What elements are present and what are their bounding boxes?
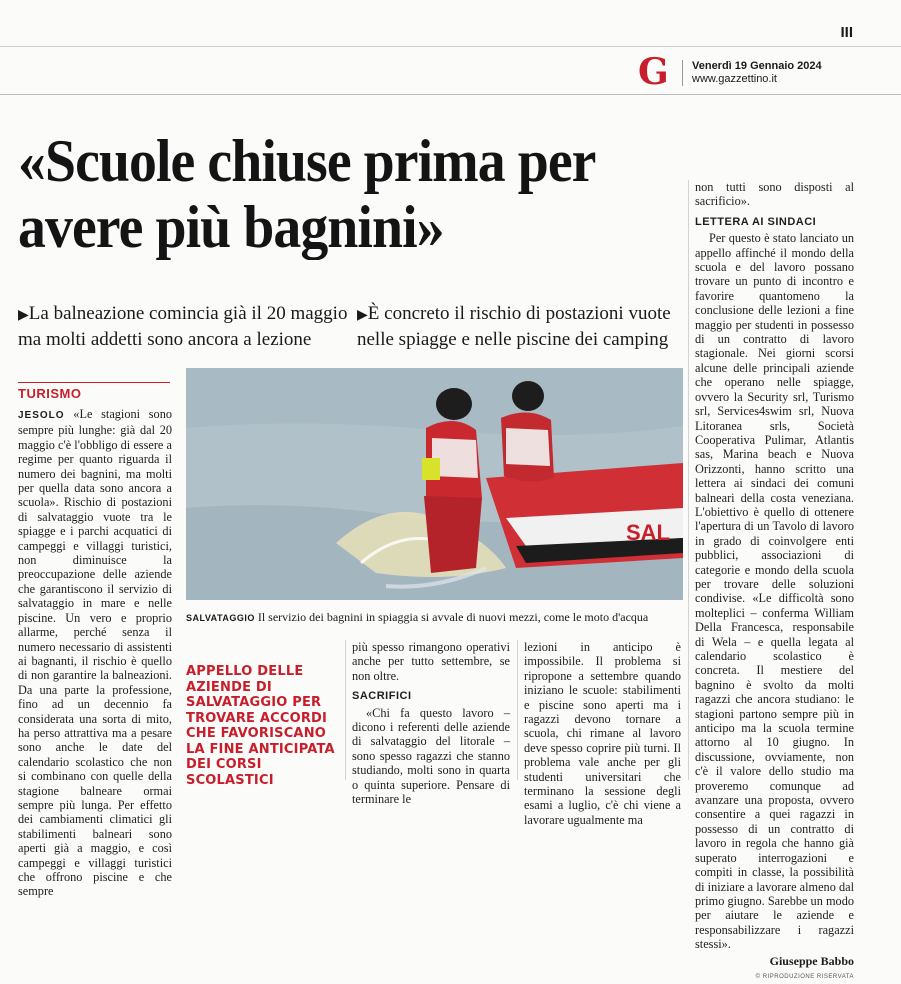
caption-label: SALVATAGGIO xyxy=(186,613,255,623)
news-photo xyxy=(186,368,683,600)
section-rule xyxy=(18,382,170,383)
top-rule xyxy=(0,46,901,47)
website-link[interactable]: www.gazzettino.it xyxy=(692,73,777,85)
column-1-text: «Le stagioni sono sempre più lunghe: già dal 20 maggio c'è l'obbligo di essere a regime per quanto riguarda il numero dei bagnini, ma molti per quella data sono ancora a scuola». Rischio di postazioni di salvataggio vuote tra le spiagge e i parchi acquatici di campeggi e villaggi turistici, non diminuisce la preoccupazione delle aziende che garantiscono il servizio di salvataggio in mare e nelle piscine. Un vero e proprio allarme, perché senza il numero necessario di assistenti ai bagnanti, il rischio è quello di non garantire la balneazioni. Da una parte la professione, fino ad un decennio fa considerata una sorta di mito, ha perso attrattiva ma a pesare sono anche le date del calendario scolastico che non si combinano con quelle della stagione balneare ormai sempre più lunga. Per effetto dei cambiamenti climatici gli stabilimenti balneari sono aperti già a maggio, e così campeggi e villaggi turistici che offrono piscine e che sempre xyxy=(18,407,173,899)
subhead-sacrifici: SACRIFICI xyxy=(352,690,412,703)
deck-left xyxy=(18,302,353,352)
column-2-paragraph-2: «Chi fa questo lavoro – dicono i referenti delle aziende di salvataggio del litorale – sono spesso ragazzi che stanno studiando, molti sono in quarta o quinta superiore. Pensare di terminare le xyxy=(352,705,510,807)
lifeguards-jetski-illustration xyxy=(186,368,683,600)
dateline-city: JESOLO xyxy=(18,410,65,421)
column-rule xyxy=(345,640,346,780)
deck-left-text: La balneazione comincia già il 20 maggio ma molti addetti sono ancora a lezione xyxy=(18,303,348,350)
deck-arrow-icon: ▶ xyxy=(18,308,29,323)
masthead-dateline xyxy=(692,60,822,86)
photo-caption xyxy=(186,610,683,625)
copyright-notice: © RIPRODUZIONE RISERVATA xyxy=(755,973,854,980)
header-rule xyxy=(0,94,901,95)
article-column-4 xyxy=(695,180,854,984)
article-column-1 xyxy=(18,407,172,899)
article-column-3: lezioni in anticipo è impossibile. Il problema si ripropone a settembre quando iniziano le scuole: stabilimenti e piscine sono aperti ma i ragazzi devono tornare a scuola, chi rimane al lavoro deve spesso coprire più turni. Il problema vale anche per gli studenti universitari che terminano la sessione degli esami a luglio, c'è chi viene a lavorare ugualmente ma xyxy=(524,640,681,827)
column-4-paragraph-2: Per questo è stato lanciato un appello affinché il mondo della scuola e del lavoro possano trovare un punto di incontro e favorire quantomeno la conclusione delle lezioni a fine maggio per studenti in possesso di un contratto di lavoro stagionale. Nei giorni scorsi alcune delle principali aziende che operano nelle spiagge, ovvero la Security srl, Turismo srl, Services4swim srl, Nuova Litoranea srls, Società Cooperativa Pulimar, Atlantis sas, Marina beach e Nuova Orizzonti, hanno scritto una lettera ai sindaci dei comuni balneari della costa veneziana. L'obiettivo è quello di ottenere l'apertura di un Tavolo di lavoro in grado di coinvolgere enti pubblici, associazioni di categorie e mondo della scuola per trovare delle soluzioni condivise. «Le difficoltà sono molteplici – conferma William Della Francesca, responsabile di Wela – e quella legata al calendario scolastico è concreta. Il mestiere del bagnino è svolto da molti ragazzi che ancora studiano: le stagioni partono sempre più in anticipo ma la scuola termine attorno al 10 giugno. In discussione, ovviamente, non c'è il valore dello studio ma proveremo comunque ad avanzare una proposta, ovvero consentire a quei ragazzi in possesso di un contratto di lavoro in regola che hanno già superato interrogazioni e compiti in classe, la possibilità di iniziare a lavorare almeno dal primo giugno. Sarebbe un modo per aiutare le aziende e responsabilizzare i ragazzi stessi». xyxy=(695,231,854,952)
headline: «Scuole chiuse prima per avere più bagnini» xyxy=(18,128,595,260)
column-4-paragraph-1: non tutti sono disposti al sacrificio». xyxy=(695,180,854,209)
deck-right-text: È concreto il rischio di postazioni vuote nelle spiagge e nelle piscine dei camping xyxy=(357,303,671,350)
gazzettino-logo: G xyxy=(638,51,669,93)
byline: Giuseppe Babbo xyxy=(769,953,854,968)
column-rule xyxy=(517,640,518,780)
page-number: III xyxy=(840,24,853,41)
issue-date: Venerdì 19 Gennaio 2024 xyxy=(692,60,822,72)
masthead-separator xyxy=(682,60,683,86)
pull-quote: APPELLO DELLE AZIENDE DI SALVATAGGIO PER TROVARE ACCORDI CHE FAVORISCANO LA FINE ANTICIPATA DEI CORSI SCOLASTICI xyxy=(186,664,335,788)
subhead-lettera-ai-sindaci: LETTERA AI SINDACI xyxy=(695,215,817,228)
caption-text: Il servizio dei bagnini in spiaggia si avvale di nuovi mezzi, come le moto d'acqua xyxy=(257,610,649,624)
section-label: TURISMO xyxy=(18,386,82,401)
boat-lettering: SAL xyxy=(626,520,670,545)
deck-right xyxy=(357,302,692,352)
deck-arrow-icon: ▶ xyxy=(357,308,368,323)
column-rule xyxy=(688,180,689,780)
column-2-paragraph-1: più spesso rimangono operativi anche per tutto settembre, se non oltre. xyxy=(352,640,510,683)
article-column-2 xyxy=(352,640,510,806)
